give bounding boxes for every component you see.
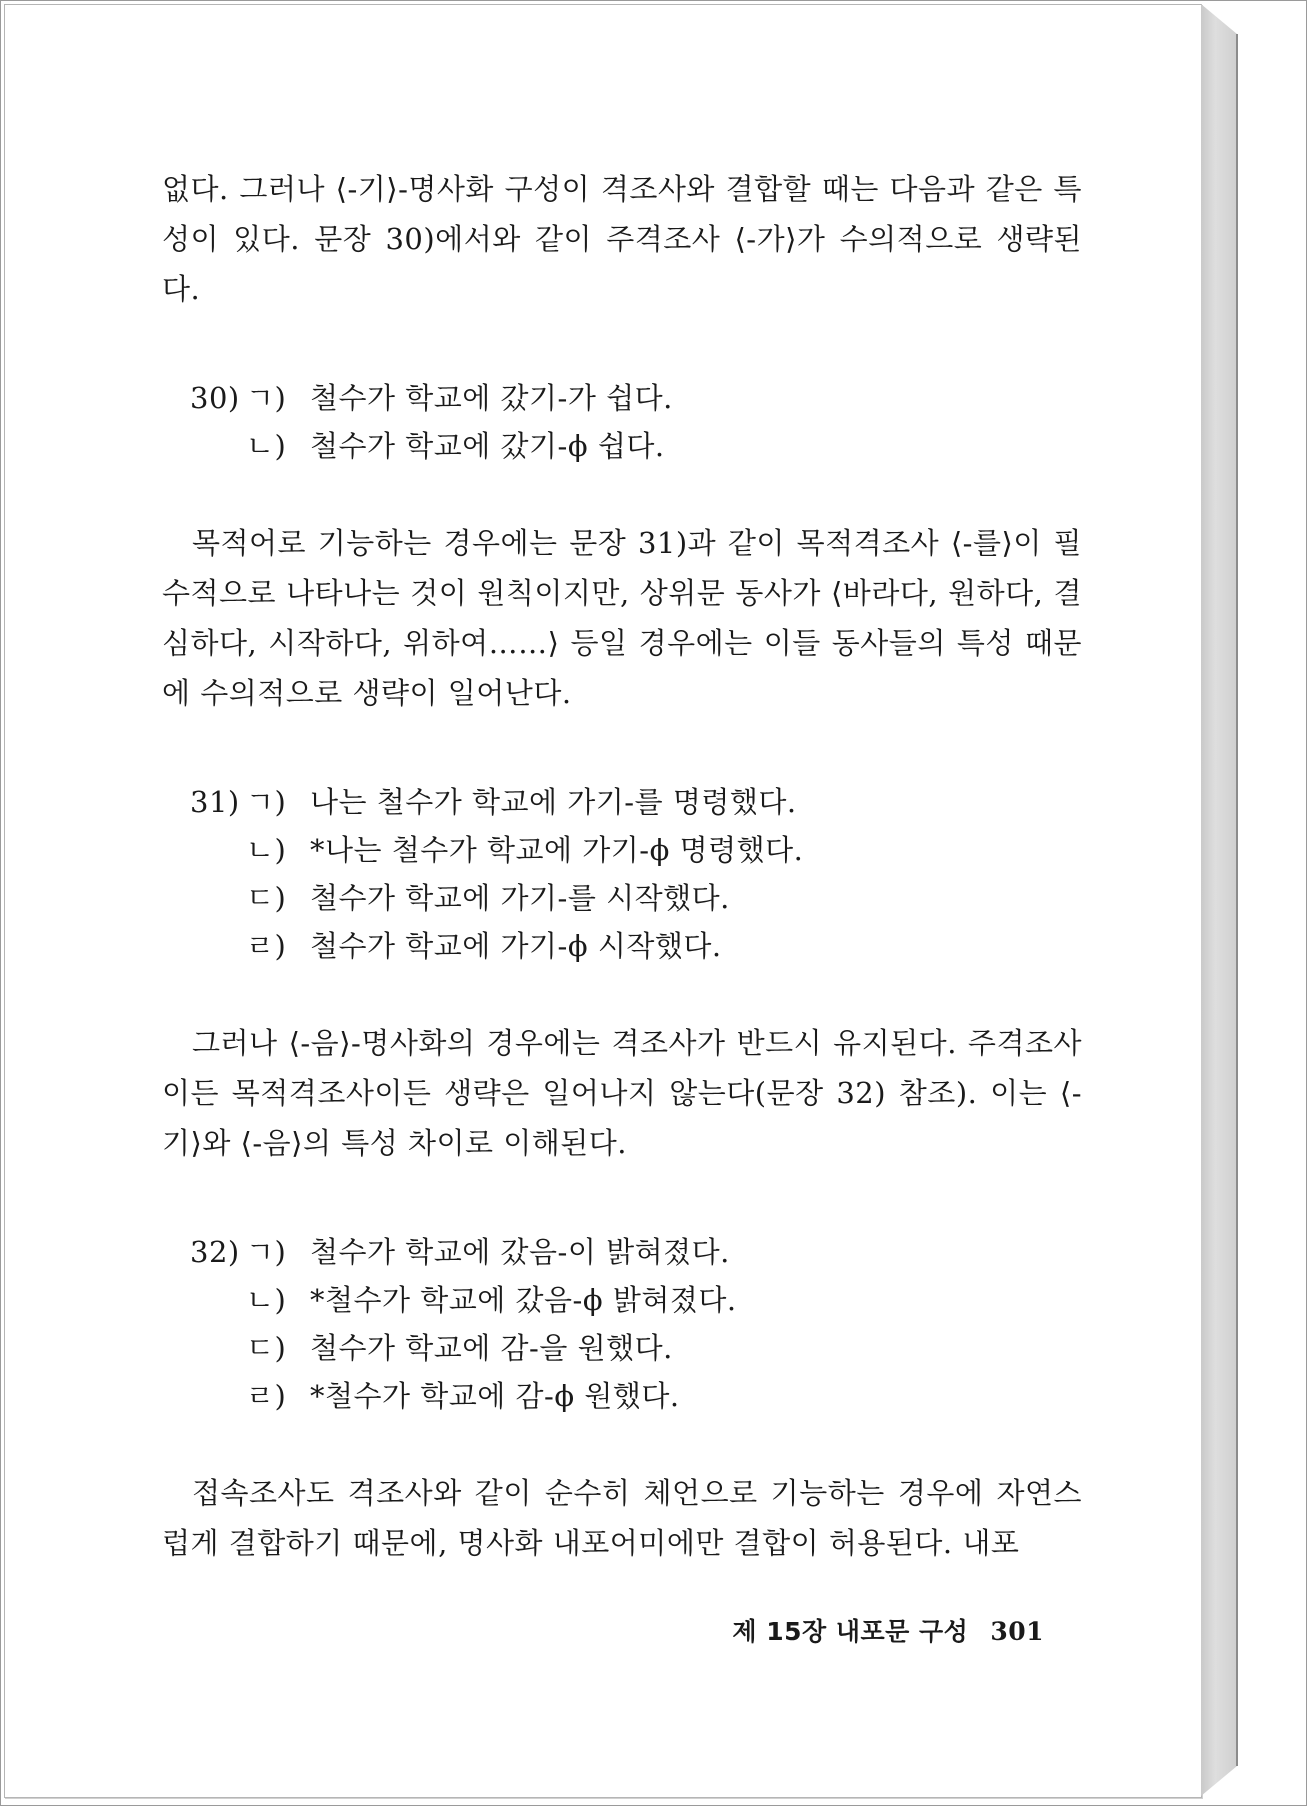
example-sentence: 철수가 학교에 갔음-이 밝혀졌다.: [310, 1235, 730, 1269]
example-line: [190, 922, 1082, 970]
example-number: 30): [190, 381, 240, 415]
example-sentence: 철수가 학교에 갔기-ϕ 쉽다.: [310, 429, 665, 463]
example-mark: ㄷ): [246, 881, 287, 915]
paragraph-3: 그러나 ⟨-음⟩-명사화의 경우에는 격조사가 반드시 유지된다. 주격조사이든 목적격조사이든 생략은 일어나지 않는다(문장 32) 참조). 이는 ⟨-기⟩와 ⟨-음⟩의 특성 차이로 이해된다.: [162, 1026, 1082, 1160]
example-mark: ㄷ): [246, 1331, 287, 1365]
example-sentence: *나는 철수가 학교에 가기-ϕ 명령했다.: [310, 833, 804, 867]
page-edge-line: [1236, 34, 1238, 1766]
page-body: [162, 164, 1082, 1568]
page-edge-shadow: [1201, 4, 1237, 1796]
example-sentence: 철수가 학교에 가기-를 시작했다.: [310, 881, 730, 915]
running-footer: [0, 1612, 1044, 1648]
example-number: 32): [190, 1235, 240, 1269]
example-line: [190, 874, 1082, 922]
example-32: [162, 1228, 1082, 1420]
paragraph-2: 목적어로 기능하는 경우에는 문장 31)과 같이 목적격조사 ⟨-를⟩이 필수적으로 나타나는 것이 원칙이지만, 상위문 동사가 ⟨바라다, 원하다, 결심하다, 시작하다, 위하여……⟩ 등일 경우에는 이들 동사들의 특성 때문에 수의적으로 생략이 일어난다.: [162, 526, 1082, 710]
example-line: [190, 1372, 1082, 1420]
example-sentence: 나는 철수가 학교에 가기-를 명령했다.: [310, 785, 797, 819]
page-number: 301: [990, 1617, 1044, 1646]
example-mark: ㄹ): [246, 929, 287, 963]
example-mark: ㄱ): [246, 785, 287, 819]
example-sentence: 철수가 학교에 가기-ϕ 시작했다.: [310, 929, 722, 963]
example-number: 31): [190, 785, 240, 819]
example-sentence: 철수가 학교에 갔기-가 쉽다.: [310, 381, 673, 415]
paragraph-1: 없다. 그러나 ⟨-기⟩-명사화 구성이 격조사와 결합할 때는 다음과 같은 특성이 있다. 문장 30)에서와 같이 주격조사 ⟨-가⟩가 수의적으로 생략된다.: [162, 172, 1082, 306]
example-line: [190, 1276, 1082, 1324]
example-30: [162, 374, 1082, 470]
example-line: [190, 422, 1082, 470]
example-sentence: *철수가 학교에 갔음-ϕ 밝혀졌다.: [310, 1283, 737, 1317]
example-mark: ㄴ): [246, 429, 287, 463]
example-line: [190, 374, 1082, 422]
example-mark: ㄴ): [246, 833, 287, 867]
example-mark: ㄴ): [246, 1283, 287, 1317]
paragraph-4: 접속조사도 격조사와 같이 순수히 체언으로 기능하는 경우에 자연스럽게 결합하기 때문에, 명사화 내포어미에만 결합이 허용된다. 내포: [162, 1476, 1082, 1560]
example-line: [190, 1228, 1082, 1276]
example-sentence: 철수가 학교에 감-을 원했다.: [310, 1331, 673, 1365]
example-line: [190, 1324, 1082, 1372]
example-mark: ㄹ): [246, 1379, 287, 1413]
example-sentence: *철수가 학교에 감-ϕ 원했다.: [310, 1379, 680, 1413]
example-mark: ㄱ): [246, 1235, 287, 1269]
example-line: [190, 826, 1082, 874]
chapter-title: 제 15장 내포문 구성: [732, 1617, 969, 1646]
example-mark: ㄱ): [246, 381, 287, 415]
example-line: [190, 778, 1082, 826]
example-31: [162, 778, 1082, 970]
